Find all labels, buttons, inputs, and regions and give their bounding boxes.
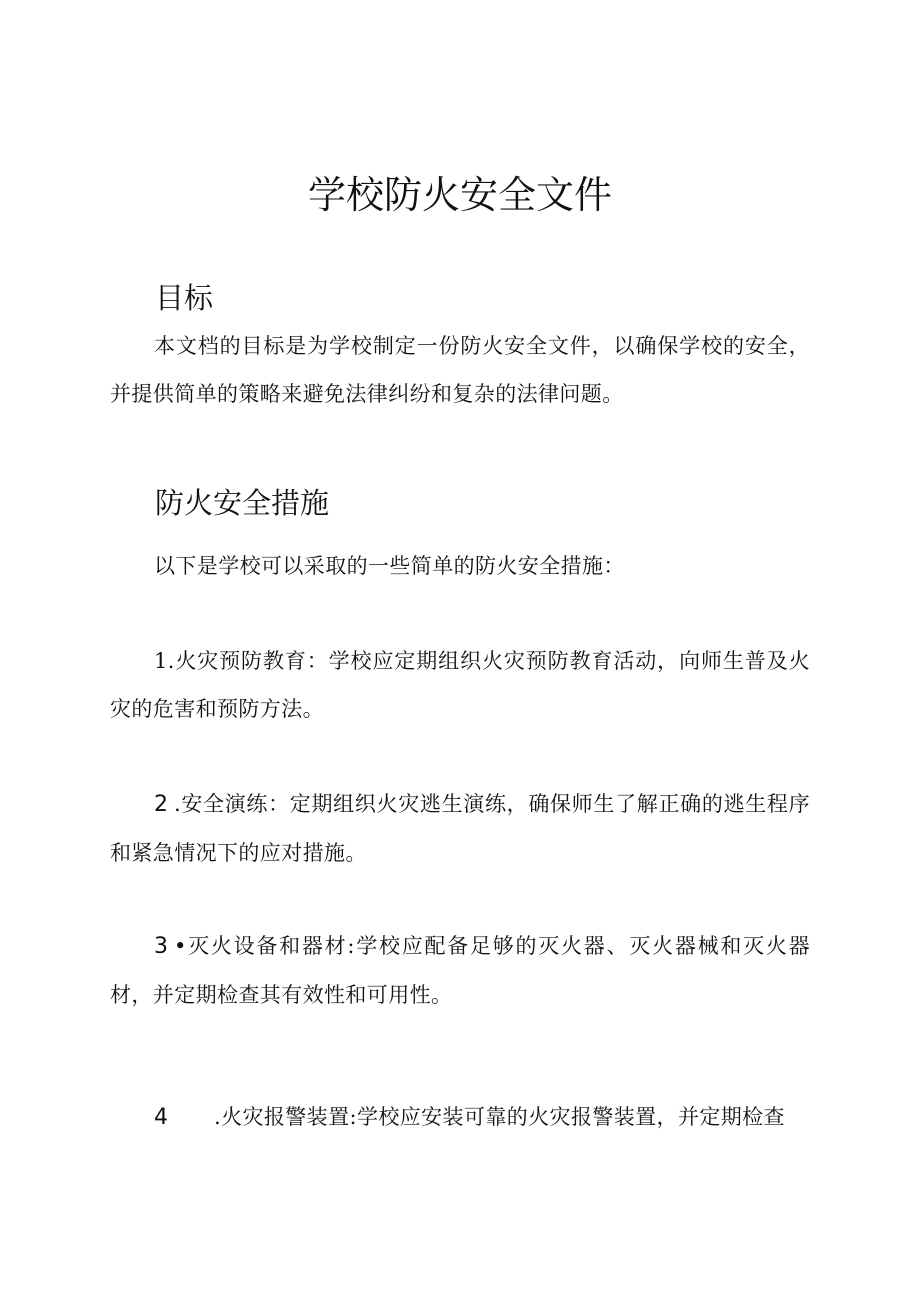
measure-item-number: 2	[154, 792, 169, 817]
measure-item-number: 1.	[154, 649, 175, 673]
measure-item-text: .火灾报警装置:学校应安装可靠的火灾报警装置，并定期检查	[214, 1105, 785, 1129]
measures-intro: 以下是学校可以采取的一些简单的防火安全措施：	[154, 554, 625, 578]
section-heading-goal: 目标	[155, 281, 214, 315]
measure-item-2	[110, 780, 810, 877]
document-title: 学校防火安全文件	[307, 173, 612, 217]
measure-item-4	[110, 1093, 810, 1142]
measure-item-text: •灭火设备和器材:学校应配备足够的灭火器、灭火器械和灭火器材，并定期检查其有效性和可用性。	[110, 934, 810, 1007]
measure-item-number: 4	[154, 1105, 169, 1130]
measure-item-3	[110, 922, 810, 1019]
section-heading-measures: 防火安全措施	[155, 486, 330, 520]
measure-item-text: .安全演练：定期组织火灾逃生演练，确保师生了解正确的逃生程序和紧急情况下的应对措施。	[110, 792, 810, 865]
measure-item-1	[110, 637, 810, 733]
measure-item-number: 3	[154, 934, 169, 959]
measure-item-text: 火灾预防教育：学校应定期组织火灾预防教育活动，向师生普及火灾的危害和预防方法。	[110, 649, 810, 721]
goal-paragraph: 本文档的目标是为学校制定一份防火安全文件，以确保学校的安全，并提供简单的策略来避免法律纠纷和复杂的法律问题。	[110, 334, 810, 406]
